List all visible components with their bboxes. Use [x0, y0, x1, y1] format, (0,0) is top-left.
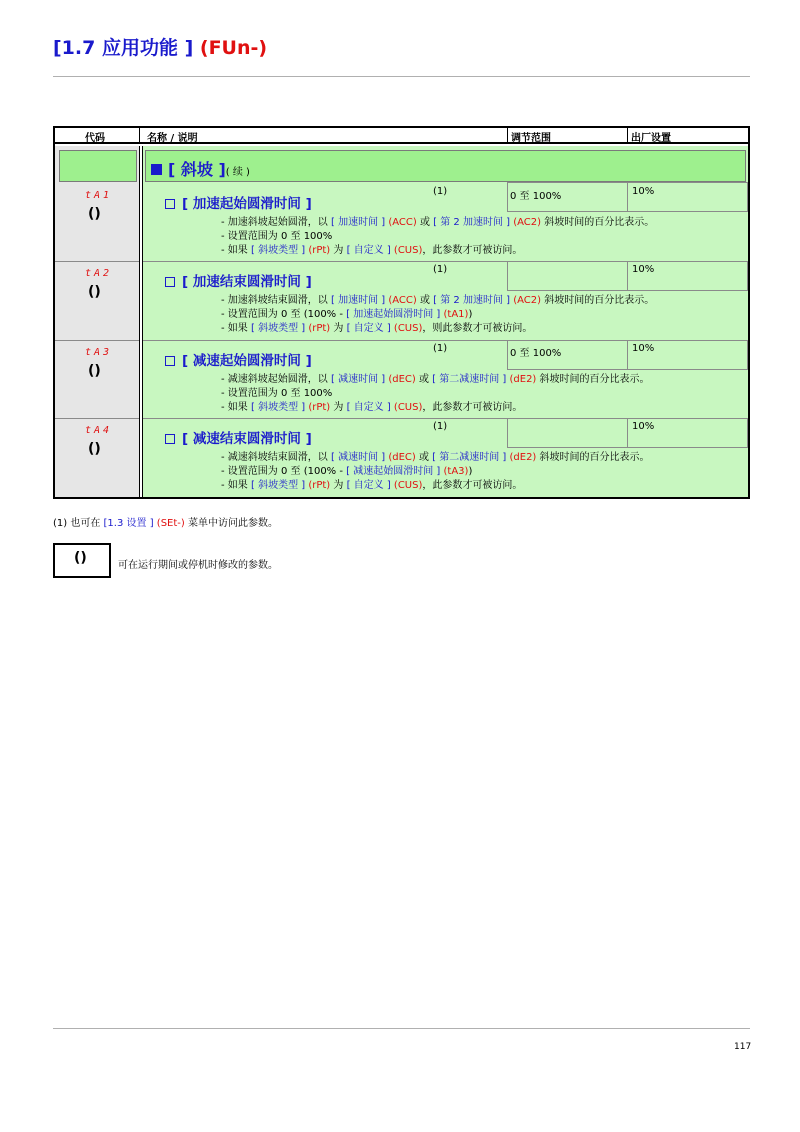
description-ta1 [221, 216, 654, 258]
adjustable-icon: () [88, 441, 101, 457]
param-name-ta3: [ 减速起始圆滑时间 ] [165, 349, 312, 369]
page-number: 117 [734, 1042, 752, 1052]
legend-text: 可在运行期间或停机时修改的参数。 [118, 560, 278, 571]
checkbox-icon [165, 199, 175, 209]
footnote: (1) 也可在 [1.3 设置 ] (SEt-) 菜单中访问此参数。 [53, 518, 278, 529]
page-title: [1.7 应用功能 ] (FUn-) [53, 37, 268, 59]
square-bullet-icon [151, 164, 162, 175]
range-ta1: 0 至 100% [510, 191, 562, 202]
param-code-ta3: tA3 [85, 347, 113, 358]
param-name-ta1: [ 加速起始圆滑时间 ] [165, 192, 312, 212]
header-name: 名称 / 说明 [147, 133, 198, 144]
description-line: - 如果 [ 斜坡类型 ] (rPt) 为 [ 自定义 ] (CUS)，此参数才可被访问。 [221, 479, 650, 493]
description-line: - 设置范围为 0 至 100% [221, 387, 650, 401]
description-ta4 [221, 451, 650, 493]
factory-ta3: 10% [632, 343, 655, 354]
section-title: [ 斜坡 ]( 续 ) [151, 157, 250, 180]
description-line: - 如果 [ 斜坡类型 ] (rPt) 为 [ 自定义 ] (CUS)，此参数才可被访问。 [221, 401, 650, 415]
description-line: - 设置范围为 0 至 (100% - [ 减速起始圆滑时间 ] (tA3)) [221, 465, 650, 479]
table-header [55, 128, 748, 144]
note-ref: (1) [433, 421, 448, 432]
factory-ta1: 10% [632, 186, 655, 197]
description-line: - 如果 [ 斜坡类型 ] (rPt) 为 [ 自定义 ] (CUS)，此参数才可被访问。 [221, 244, 654, 258]
parameter-table [53, 126, 750, 499]
param-code-ta2: tA2 [85, 268, 113, 279]
checkbox-icon [165, 277, 175, 287]
factory-ta4: 10% [632, 421, 655, 432]
adjustable-icon: () [88, 284, 101, 300]
header-factory: 出厂设置 [631, 133, 671, 144]
title-divider [53, 76, 750, 77]
note-ref: (1) [433, 264, 448, 275]
param-code-ta1: tA1 [85, 190, 113, 201]
description-line: - 设置范围为 0 至 (100% - [ 加速起始圆滑时间 ] (tA1)) [221, 308, 654, 322]
param-name-ta2: [ 加速结束圆滑时间 ] [165, 270, 312, 290]
checkbox-icon [165, 434, 175, 444]
range-ta3: 0 至 100% [510, 348, 562, 359]
note-ref: (1) [433, 343, 448, 354]
description-line: - 减速斜坡结束圆滑，以 [ 减速时间 ] (dEC) 或 [ 第二减速时间 ] (dE2) 斜坡时间的百分比表示。 [221, 451, 650, 465]
header-code: 代码 [85, 133, 105, 144]
factory-ta2: 10% [632, 264, 655, 275]
section-code-cell [59, 150, 137, 182]
description-line: - 减速斜坡起始圆滑，以 [ 减速时间 ] (dEC) 或 [ 第二减速时间 ] (dE2) 斜坡时间的百分比表示。 [221, 373, 650, 387]
description-ta3 [221, 373, 650, 415]
adjustable-icon: () [88, 206, 101, 222]
header-range: 调节范围 [511, 133, 551, 144]
footer-divider [53, 1028, 750, 1029]
description-line: - 如果 [ 斜坡类型 ] (rPt) 为 [ 自定义 ] (CUS)，则此参数才可被访问。 [221, 322, 654, 336]
checkbox-icon [165, 356, 175, 366]
adjustable-icon: () [74, 550, 87, 566]
description-line: - 加速斜坡结束圆滑，以 [ 加速时间 ] (ACC) 或 [ 第 2 加速时间 ] (AC2) 斜坡时间的百分比表示。 [221, 294, 654, 308]
legend-icon-box [53, 543, 111, 578]
description-line: - 设置范围为 0 至 100% [221, 230, 654, 244]
adjustable-icon: () [88, 363, 101, 379]
param-name-ta4: [ 减速结束圆滑时间 ] [165, 427, 312, 447]
param-code-ta4: tA4 [85, 425, 113, 436]
description-line: - 加速斜坡起始圆滑，以 [ 加速时间 ] (ACC) 或 [ 第 2 加速时间 ] (AC2) 斜坡时间的百分比表示。 [221, 216, 654, 230]
description-ta2 [221, 294, 654, 336]
note-ref: (1) [433, 186, 448, 197]
